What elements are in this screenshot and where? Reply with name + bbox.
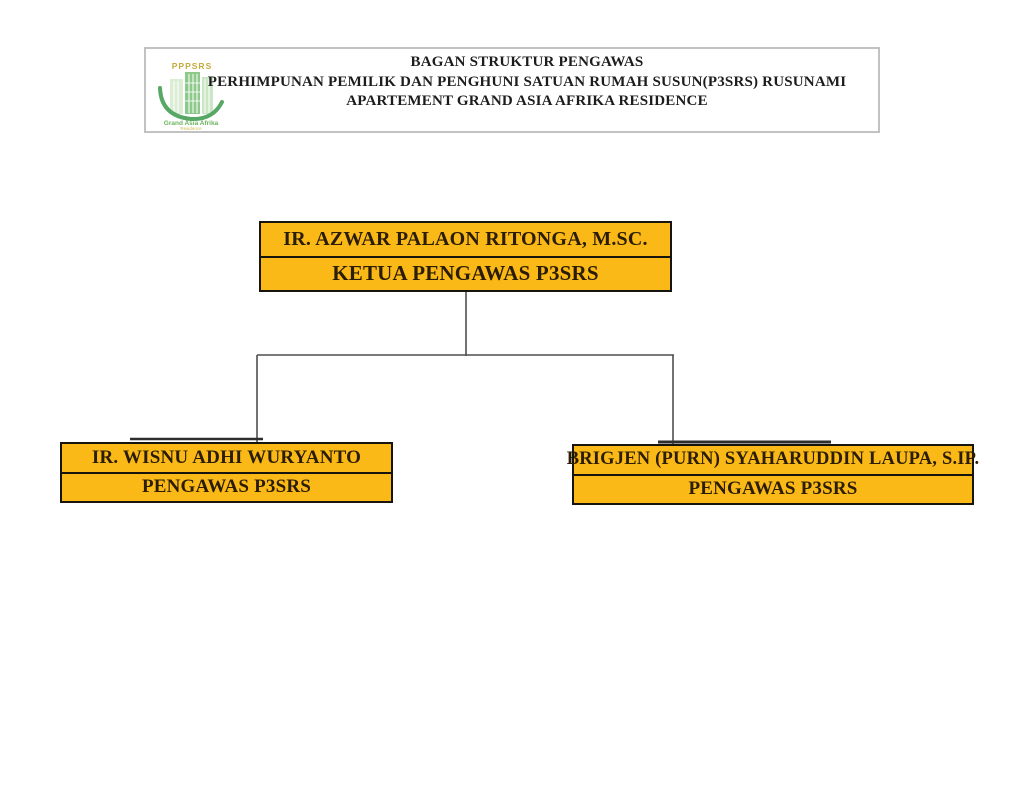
person-name: IR. AZWAR PALAON RITONGA, M.SC. (261, 223, 670, 258)
person-title: PENGAWAS P3SRS (688, 478, 858, 500)
org-node-ketua-pengawas (259, 221, 672, 292)
logo-brand-text: PPPSRS (171, 61, 213, 71)
logo-subtitle-text: Residence (180, 126, 202, 130)
title-line-3: APARTEMENT GRAND ASIA AFRIKA RESIDENCE (346, 93, 708, 109)
logo-name-text: Grand Asia Afrika (163, 120, 219, 127)
person-title: KETUA PENGAWAS P3SRS (332, 261, 599, 286)
title-line-1: BAGAN STRUKTUR PENGAWAS (410, 54, 644, 70)
title-line-2: PERHIMPUNAN PEMILIK DAN PENGHUNI SATUAN RUMAH SUSUN(P3SRS) RUSUNAMI (207, 73, 847, 90)
person-name: BRIGJEN (PURN) SYAHARUDDIN LAUPA, S.IP. (574, 446, 972, 476)
org-node-pengawas-right (566, 444, 980, 505)
org-node-pengawas-left (60, 442, 393, 503)
person-name: IR. WISNU ADHI WURYANTO (62, 444, 391, 474)
person-title: PENGAWAS P3SRS (141, 476, 312, 498)
